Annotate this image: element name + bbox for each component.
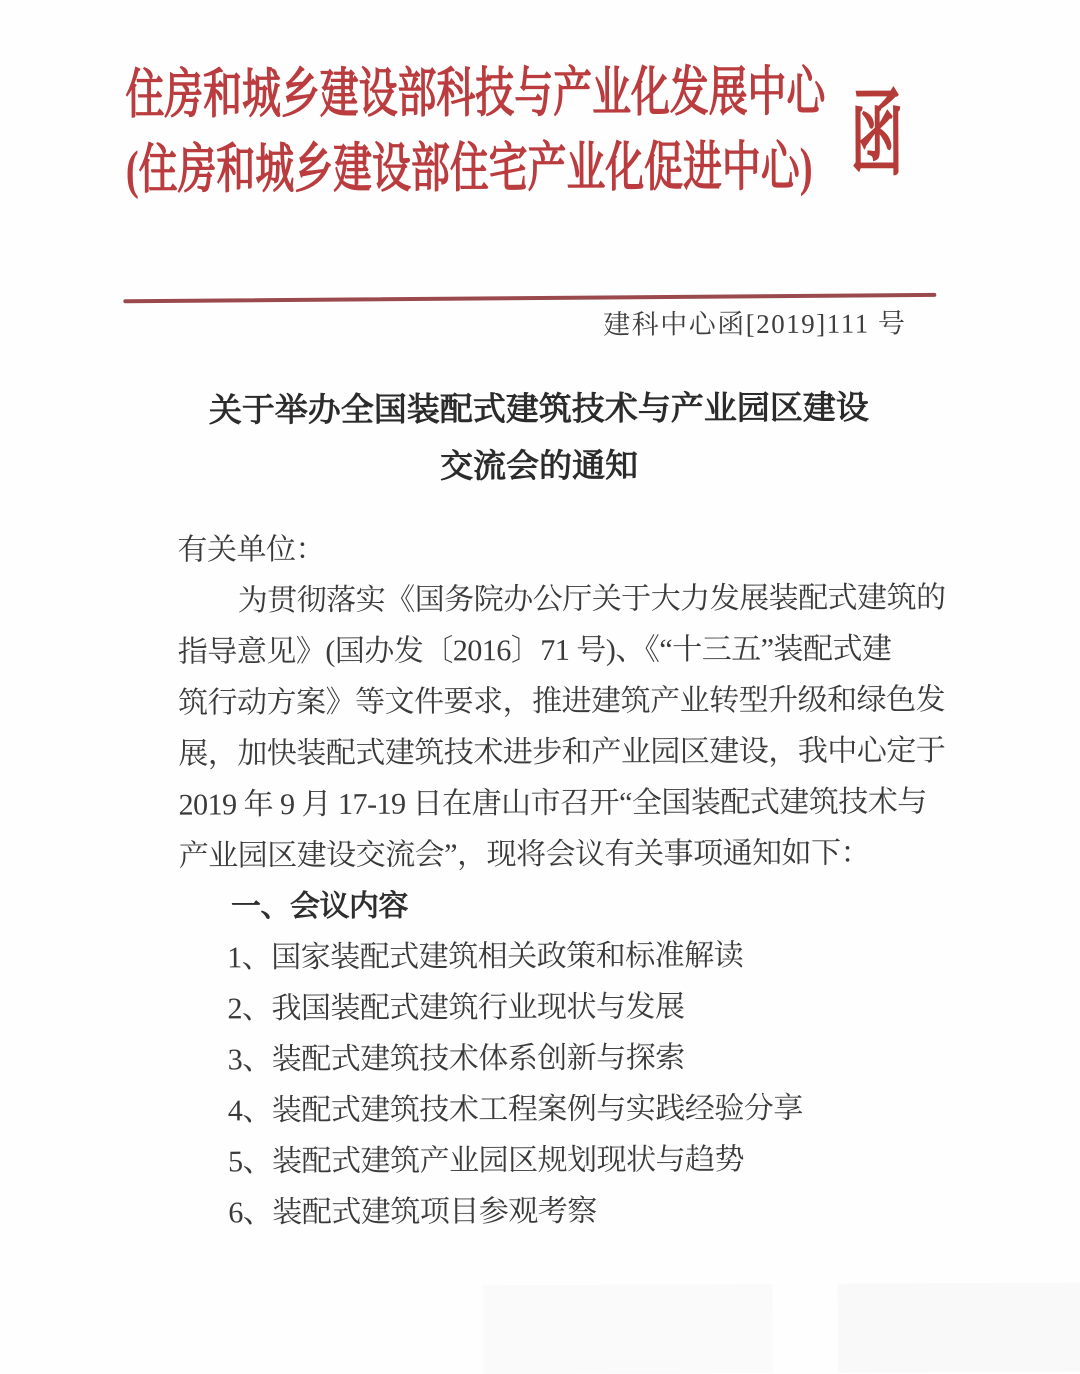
scan-shading-artifact [483,1284,773,1374]
scan-shading-artifact [838,1283,1080,1373]
letter-body [177,521,948,1238]
notice-title-line1: 关于举办全国装配式建筑技术与产业园区建设 [208,390,869,430]
paragraph-line: 2019 年 9 月 17-19 日在唐山市召开“全国装配式建筑技术与 [178,785,927,822]
document-number: 建科中心函[2019]111 号 [603,308,907,340]
paragraph-line: 产业园区建设交流会”，现将会议有关事项通知如下： [178,836,871,873]
section-heading-meeting-content: 一、会议内容 [230,889,409,924]
salutation: 有关单位： [177,532,326,567]
paragraph-line: 筑行动方案》等文件要求，推进建筑产业转型升级和绿色发 [178,683,946,720]
paragraph-line: 展，加快装配式建筑技术进步和产业园区建设，我中心定于 [178,734,946,771]
paragraph-line: 指导意见》(国办发〔2016〕71 号)、《“十三五”装配式建 [177,632,892,669]
letterhead-divider-line [123,293,936,303]
notice-title-line2: 交流会的通知 [439,448,639,486]
paragraph-line: 为贯彻落实《国务院办公厅关于大力发展装配式建筑的 [237,581,946,618]
agenda-item: 4、装配式建筑技术工程案例与实践经验分享 [227,1091,803,1128]
agenda-item: 6、装配式建筑项目参观考察 [228,1194,597,1230]
letterhead [125,55,825,208]
org-name-line1: 住房和城乡建设部科技与产业化发展中心 [125,61,826,125]
notice-title [0,380,1079,499]
org-name-line2: (住房和城乡建设部住宅产业化促进中心) [125,136,813,200]
letter-type-char: 函 [850,83,904,188]
agenda-item: 5、装配式建筑产业园区规划现状与趋势 [228,1143,745,1179]
agenda-item: 1、国家装配式建筑相关政策和标准解读 [227,939,744,975]
agenda-item: 2、我国装配式建筑行业现状与发展 [227,990,685,1026]
agenda-item: 3、装配式建筑技术体系创新与探索 [227,1041,685,1077]
